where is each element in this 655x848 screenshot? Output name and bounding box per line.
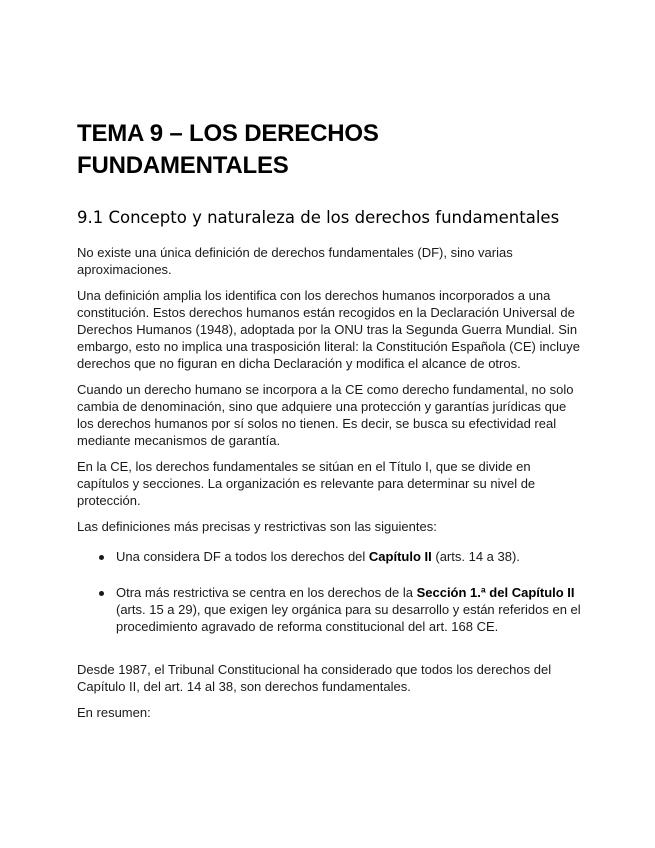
list-item [77,548,582,565]
paragraph-definitions-lead: Las definiciones más precisas y restrictivas son las siguientes: [77,519,437,534]
section-heading: 9.1 Concepto y naturaleza de los derechos fundamentales [77,208,560,227]
document-content [77,118,582,721]
paragraph-title-one: En la CE, los derechos fundamentales se sitúan en el Título I, que se divide en capítulos y secciones. La organización es relevante para determinar su nivel de protección. [77,459,536,508]
list-item [77,584,582,635]
list-item-bold-text: Capítulo II [368,549,432,564]
document-title: TEMA 9 – LOS DERECHOS FUNDAMENTALES [77,120,379,179]
bullet-icon [99,591,104,596]
paragraph-intro: No existe una única definición de derechos fundamentales (DF), sino varias aproximaciones. [77,245,513,277]
paragraph-summary-lead: En resumen: [77,705,151,720]
list-item-text: (arts. 15 a 29), que exigen ley orgánica para su desarrollo y están referidos en el procedimiento agravado de reforma constitucional del art. 168 CE. [116,602,581,634]
bullet-icon [99,555,104,560]
list-item-text: (arts. 14 a 38). [431,549,520,564]
list-item-bold-text: Sección 1.ª del Capítulo II [416,585,575,600]
paragraph-tribunal: Desde 1987, el Tribunal Constitucional ha considerado que todos los derechos del Capítulo II, del art. 14 al 38, son derechos fundamentales. [77,662,552,694]
paragraph-incorporation: Cuando un derecho humano se incorpora a la CE como derecho fundamental, no solo cambia de denominación, sino que adquiere una protección y garantías jurídicas que los derechos humanos por sí solos no tienen. Es decir, se busca su efectividad real mediante mecanismos de garantía. [77,382,574,448]
list-item-text: Una considera DF a todos los derechos del [116,549,369,564]
definitions-list [77,548,582,635]
paragraph-broad-definition: Una definición amplia los identifica con los derechos humanos incorporados a una constitución. Estos derechos humanos están recogidos en la Declaración Universal de Derechos Humanos (1948), adoptada por la ONU tras la Segunda Guerra Mundial. Sin embargo, esto no implica una trasposición literal: la Constitución Española (CE) incluye derechos que no figuran en dicha Declaración y modifica el alcance de otros. [77,288,580,371]
list-item-text: Otra más restrictiva se centra en los derechos de la [116,585,417,600]
